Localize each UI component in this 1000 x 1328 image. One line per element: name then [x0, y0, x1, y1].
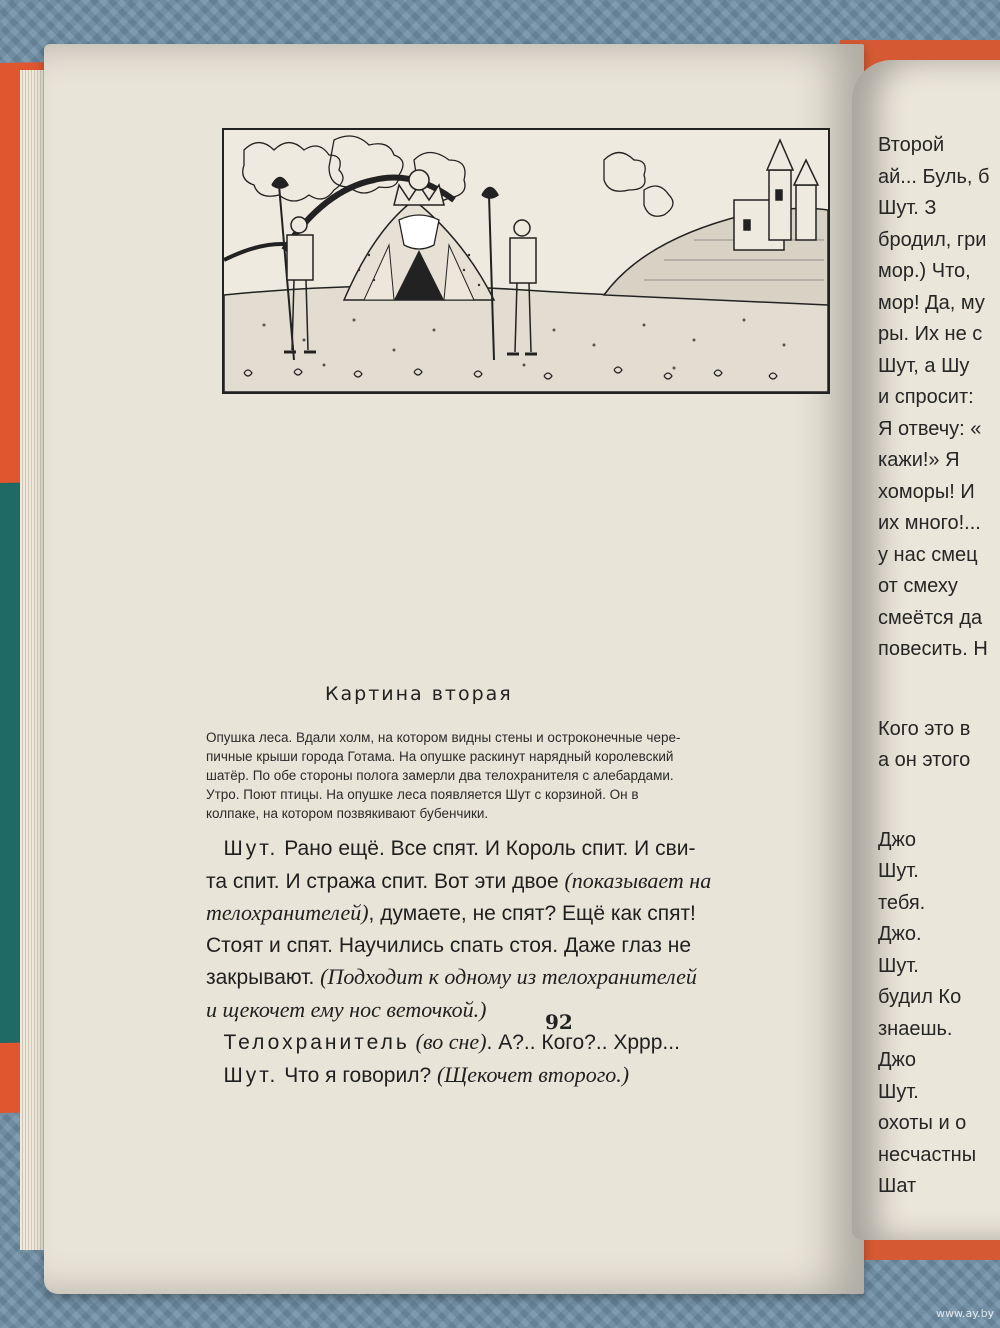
right-line: ай... Буль, б [878, 165, 990, 188]
dialogue-line: Телохранитель (во сне). А?.. Кого?.. Хррр... [223, 1029, 680, 1054]
right-line: Шут, а Шу [878, 354, 970, 377]
spacer [878, 777, 1000, 825]
right-line: Шут. [878, 1080, 919, 1103]
stage-line: колпаке, на котором позвякивают бубенчики. [206, 806, 489, 821]
stage-line: Утро. Поют птицы. На опушке леса появляется Шут с корзиной. Он в [206, 787, 639, 802]
right-line: Джо. [878, 923, 922, 945]
stage-directions [206, 728, 836, 823]
right-page-text [878, 130, 1000, 1203]
right-line: от смеху [878, 575, 958, 597]
dialogue [206, 833, 846, 1091]
right-line: смеётся да [878, 606, 983, 629]
right-line: хоморы! И [878, 480, 975, 503]
right-line: Джо [878, 1049, 917, 1071]
right-line: будил Ко [878, 986, 962, 1008]
right-line: знаешь. [878, 1017, 953, 1040]
dialogue-line: Стоят и спят. Научились спать стоя. Даже глаз не [206, 933, 692, 957]
right-line: бродил, гри [878, 228, 987, 251]
right-line: у нас смец [878, 543, 978, 566]
right-line: кажи!» Я [878, 449, 960, 471]
dialogue-line: телохранителей), думаете, не спят? Ещё как спят! [206, 900, 696, 925]
right-line: а он этого [878, 749, 971, 771]
right-line: Шут. [878, 954, 919, 977]
dialogue-line: Шут. Рано ещё. Все спят. И Король спит. И сви- [223, 837, 696, 860]
right-line: Джо [878, 828, 917, 851]
stage-line: шатёр. По обе стороны полога замерли два телохранителя с алебардами. [206, 768, 674, 783]
right-line: ры. Их не с [878, 323, 983, 345]
castle [734, 140, 818, 250]
right-line: Шут. [878, 860, 919, 882]
stage-line: Опушка леса. Вдали холм, на котором видны стены и остроконечные чере- [206, 730, 681, 745]
right-line: и спросит: [878, 386, 974, 408]
speaker: Шут. [223, 1063, 279, 1087]
page-number: 92 [545, 1010, 573, 1034]
right-line: Шат [878, 1175, 917, 1197]
right-line: Я отвечу: « [878, 417, 982, 440]
right-line: Второй [878, 134, 945, 156]
speaker: Шут. [223, 837, 279, 860]
right-line: Шут. З [878, 197, 937, 219]
right-line: несчастны [878, 1143, 977, 1166]
right-line: Кого это в [878, 717, 971, 740]
right-line: мор.) Что, [878, 260, 971, 282]
right-line: тебя. [878, 891, 926, 914]
right-line: мор! Да, му [878, 291, 985, 314]
dialogue-line: Шут. Что я говорил? (Щекочет второго.) [223, 1061, 630, 1087]
right-line: охоты и о [878, 1112, 967, 1134]
watermark: www.ay.by [936, 1307, 995, 1320]
dialogue-line: закрывают. (Подходит к одному из телохранителей [206, 964, 697, 989]
dialogue-line: та спит. И стража спит. Вот эти двое (показывает на [206, 867, 712, 893]
scene-title: Картина вторая [325, 683, 513, 705]
stage-line: пичные крыши города Готама. На опушке раскинут нарядный королевский [206, 749, 674, 764]
right-line: повесить. Н [878, 638, 988, 660]
dialogue-line: и щекочет ему нос веточкой.) [206, 996, 487, 1022]
illustration [222, 128, 830, 394]
spacer [878, 666, 1000, 714]
speaker: Телохранитель [223, 1031, 410, 1054]
right-line: их много!... [878, 512, 981, 534]
castle-tent-guards-icon [224, 130, 828, 392]
